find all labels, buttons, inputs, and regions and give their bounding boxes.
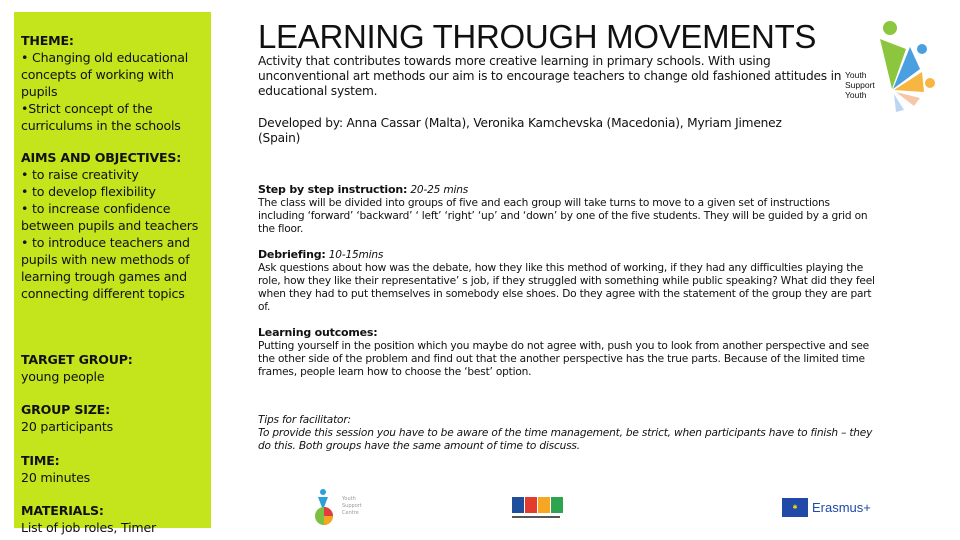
target-heading: TARGET GROUP: [21, 352, 133, 367]
erasmus-text: Erasmus+ [812, 499, 871, 515]
debrief-text: Ask questions about how was the debate, how they like this method of working, if they had any difficulties playing the role, how they like their representative’ s job, if they struggled with something while public speaking? What did they feel when they had to put themselves in somebody else shoes. Do they agree with the statement of the group they are part of. [258, 262, 875, 313]
tips-text: To provide this session you have to be aware of the time management, be strict, when participants have to finish – they do this. Both groups have the same amount of time to discuss. [258, 427, 873, 452]
ysy-line: Youth [845, 90, 867, 100]
step-label: Step by step instruction: [258, 183, 408, 196]
time-heading: TIME: [21, 453, 60, 468]
aims-section [21, 149, 211, 302]
aims-heading: AIMS AND OBJECTIVES: [21, 150, 182, 165]
ysy-line: Support [845, 80, 875, 90]
step-time: 20-25 mins [410, 184, 469, 196]
materials-heading: MATERIALS: [21, 503, 104, 518]
eu-flag-icon: ✱ [782, 498, 808, 517]
materials-section [21, 502, 211, 536]
step-section [258, 183, 878, 236]
page-title: LEARNING THROUGH MOVEMENTS [258, 18, 817, 55]
tips-section [258, 414, 878, 453]
intro-text: Activity that contributes towards more creative learning in primary schools. With using unconventional art methods our aim is to encourage teachers to change old fashioned attitudes in educational system. [258, 54, 842, 98]
tips-label: Tips for facilitator: [258, 414, 351, 426]
ysy-logo [840, 14, 950, 114]
ysc-logo-icon [312, 488, 342, 526]
ysc-logo [312, 488, 372, 528]
size-heading: GROUP SIZE: [21, 402, 110, 417]
outcomes-label: Learning outcomes: [258, 326, 378, 339]
debrief-time: 10-15mins [328, 249, 384, 261]
target-value: young people [21, 369, 105, 384]
step-text: The class will be divided into groups of five and each group will take turns to move to a given set of instructions including ‘forward’ ‘backward’ ‘ left’ ‘right’ ‘up’ and ‘down’ by one of the five students. They will be guided by a grid on the floor. [258, 197, 868, 235]
ysc-text: Youth Support Centre [342, 496, 362, 516]
theme-item: • Changing old educational concepts of working with pupils [21, 50, 189, 99]
frse-logo [512, 497, 564, 519]
theme-section [21, 32, 211, 134]
aims-item: • to raise creativity [21, 167, 139, 182]
time-section [21, 452, 211, 486]
outcomes-section [258, 326, 878, 379]
size-value: 20 participants [21, 419, 113, 434]
frse-logo-icon [512, 497, 564, 513]
debrief-label: Debriefing: [258, 248, 326, 261]
theme-heading: THEME: [21, 33, 74, 48]
time-value: 20 minutes [21, 470, 91, 485]
aims-item: • to develop flexibility [21, 184, 156, 199]
aims-item: • to introduce teachers and pupils with new methods of learning trough games and connecting different topics [21, 235, 190, 301]
developed-by: Developed by: Anna Cassar (Malta), Veronika Kamchevska (Macedonia), Myriam Jimenez (Spain) [258, 116, 782, 145]
outcomes-text: Putting yourself in the position which you maybe do not agree with, push you to look from another perspective and see the other side of the problem and find out that the another perspective has the true parts. Because of the limited time frames, people learn how to choose the ‘best’ option. [258, 340, 869, 378]
ysy-line: Youth [845, 70, 867, 80]
theme-item: •Strict concept of the curriculums in the schools [21, 101, 181, 133]
debrief-section [258, 248, 878, 314]
info-panel [14, 12, 211, 535]
erasmus-logo [782, 496, 882, 518]
size-section [21, 401, 211, 435]
materials-value: List of job roles, Timer [21, 520, 156, 535]
target-section [21, 351, 211, 385]
aims-item: • to increase confidence between pupils and teachers [21, 201, 199, 233]
